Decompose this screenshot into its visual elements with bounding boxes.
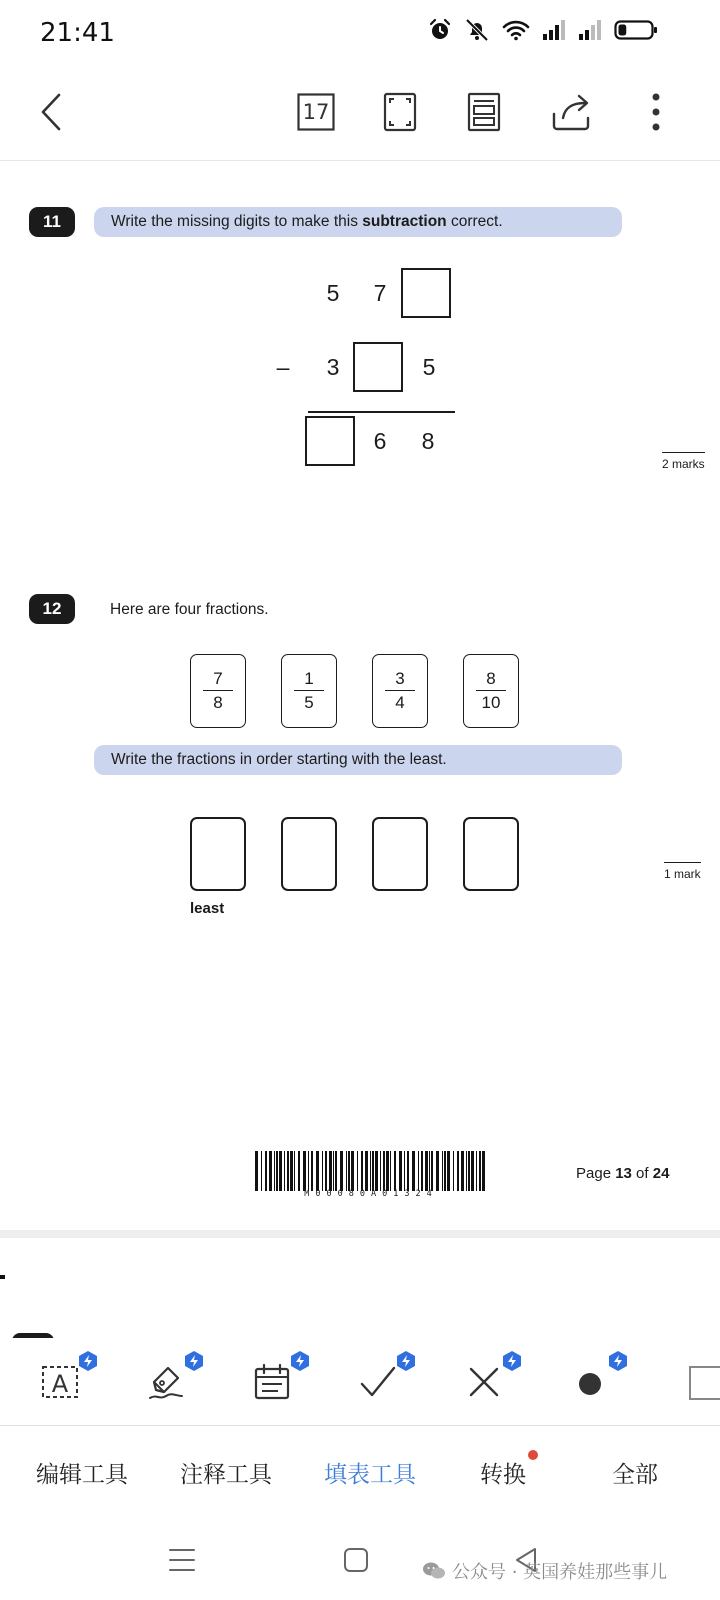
barcode-bar [457, 1151, 459, 1191]
barcode-bar [298, 1151, 300, 1191]
minus-sign: – [276, 354, 290, 380]
home-square-icon [343, 1547, 369, 1573]
cross-mark-tool[interactable] [458, 1356, 510, 1408]
marks-label: 2 marks [662, 452, 705, 471]
barcode [255, 1147, 487, 1195]
signature-pen-icon [146, 1362, 186, 1402]
page-current: 13 [615, 1165, 632, 1182]
barcode-bar [380, 1151, 381, 1191]
barcode-bar [322, 1151, 323, 1191]
recent-apps-button[interactable] [160, 1538, 204, 1582]
question-number-11: 11 [29, 207, 75, 237]
barcode-bar [399, 1151, 402, 1191]
fraction-bar [476, 690, 506, 692]
page-count-button[interactable] [292, 88, 340, 136]
category-tabs [0, 1430, 720, 1510]
document-page[interactable] [0, 162, 720, 1230]
signal-strength-icon-2 [578, 19, 602, 41]
fullscreen-icon [383, 92, 417, 132]
pro-badge-icon [608, 1350, 628, 1372]
barcode-bar [461, 1151, 464, 1191]
share-button[interactable] [548, 88, 596, 136]
barcode-bar [394, 1151, 396, 1191]
barcode-bar [311, 1151, 313, 1191]
barcode-bar [325, 1151, 327, 1191]
barcode-bar [294, 1151, 295, 1191]
barcode-bar [370, 1151, 371, 1191]
page-number [576, 1165, 669, 1182]
barcode-bar [346, 1151, 347, 1191]
barcode-bar [333, 1151, 334, 1191]
fraction-bar [203, 690, 233, 692]
watermark-text: 公众号 · 英国养娃那些事儿 [452, 1562, 668, 1583]
fraction-denominator: 8 [213, 693, 223, 713]
tools-divider [0, 1425, 720, 1426]
barcode-bar [421, 1151, 423, 1191]
barcode-bar [261, 1151, 262, 1191]
fraction-denominator: 5 [304, 693, 314, 713]
next-page-fragment [0, 1275, 5, 1279]
status-icons [428, 18, 658, 42]
barcode-bar [274, 1151, 275, 1191]
tab-all[interactable]: 全部 [612, 1462, 658, 1488]
barcode-bar [279, 1151, 282, 1191]
signal-strength-icon [542, 19, 566, 41]
barcode-bar [276, 1151, 278, 1191]
page-prefix: Page [576, 1165, 616, 1182]
alarm-icon [428, 18, 452, 42]
order-answer-box[interactable] [372, 817, 428, 891]
instruction-bold-text: subtraction [362, 213, 447, 230]
status-bar [0, 0, 720, 62]
dot-tool[interactable] [564, 1356, 616, 1408]
barcode-bar [425, 1151, 428, 1191]
barcode-bar [365, 1151, 368, 1191]
barcode-bar [383, 1151, 385, 1191]
form-tools-row [0, 1338, 720, 1426]
fraction-card [190, 654, 246, 728]
barcode-bar [348, 1151, 350, 1191]
wechat-icon [422, 1561, 446, 1581]
barcode-bar [404, 1151, 405, 1191]
barcode-bar [287, 1151, 289, 1191]
fraction-denominator: 4 [395, 693, 405, 713]
svg-text:A: A [51, 1370, 69, 1398]
cross-mark-icon [464, 1362, 504, 1402]
fraction-bar [294, 690, 324, 692]
mute-bell-icon [464, 18, 490, 42]
check-mark-tool[interactable] [352, 1356, 404, 1408]
page-total: 24 [652, 1165, 670, 1182]
pro-badge-icon [184, 1350, 204, 1372]
barcode-bar [375, 1151, 378, 1191]
tab-annotate-tools[interactable]: 注释工具 [180, 1462, 272, 1488]
page-count-label: 17 [302, 100, 330, 124]
order-answer-box[interactable] [281, 817, 337, 891]
fraction-denominator: 10 [481, 693, 501, 713]
barcode-bar [351, 1151, 354, 1191]
document-layout-icon [467, 92, 501, 132]
text-box-tool[interactable] [34, 1356, 86, 1408]
signature-tool[interactable] [140, 1356, 192, 1408]
home-button[interactable] [334, 1538, 378, 1582]
barcode-bar [255, 1151, 258, 1191]
battery-icon [614, 19, 658, 41]
digit: 5 [326, 280, 340, 306]
barcode-bar [429, 1151, 430, 1191]
barcode-bar [476, 1151, 477, 1191]
tab-convert[interactable]: 转换 [480, 1462, 526, 1488]
system-nav-bar [0, 1520, 720, 1600]
order-answer-box[interactable] [463, 817, 519, 891]
answer-box[interactable] [305, 416, 355, 466]
top-toolbar [0, 76, 720, 148]
instruction-text-end: correct. [446, 213, 503, 230]
digit: 5 [422, 354, 436, 380]
barcode-bar [372, 1151, 374, 1191]
digit: 8 [421, 428, 435, 454]
wifi-icon [502, 19, 530, 41]
instruction-text: Write the missing digits to make this [111, 213, 363, 230]
fraction-numerator: 7 [213, 668, 223, 688]
barcode-bar [303, 1151, 306, 1191]
watermark [422, 1558, 667, 1584]
menu-lines-icon [168, 1547, 196, 1573]
barcode-bar [471, 1151, 474, 1191]
least-label: least [190, 900, 225, 917]
calendar-icon [252, 1362, 292, 1402]
barcode-bar [442, 1151, 443, 1191]
barcode-bar [284, 1151, 285, 1191]
barcode-bar [447, 1151, 450, 1191]
barcode-bar [361, 1151, 363, 1191]
barcode-bar [466, 1151, 467, 1191]
fraction-numerator: 8 [486, 668, 496, 688]
more-tool-partial[interactable] [672, 1356, 720, 1408]
answer-box[interactable] [353, 342, 403, 392]
question-number-12: 12 [29, 594, 75, 624]
reading-mode-button[interactable] [460, 88, 508, 136]
more-vertical-icon [650, 92, 662, 132]
pro-badge-icon [290, 1350, 310, 1372]
dot-icon [570, 1362, 610, 1402]
page-of: of [631, 1165, 653, 1182]
barcode-bar [453, 1151, 454, 1191]
chevron-left-icon [37, 92, 67, 132]
barcode-bar [431, 1151, 433, 1191]
notification-dot [528, 1450, 538, 1460]
barcode-bar [290, 1151, 293, 1191]
tab-fill-form-tools[interactable]: 填表工具 [324, 1462, 416, 1488]
fraction-numerator: 3 [395, 668, 405, 688]
question-12-instruction: Write the fractions in order starting with the least. [94, 745, 622, 775]
barcode-bar [340, 1151, 343, 1191]
page-separator [0, 1230, 720, 1238]
barcode-bar [316, 1151, 319, 1191]
text-box-icon [40, 1362, 80, 1402]
more-options-button[interactable] [632, 88, 680, 136]
order-answer-box[interactable] [190, 817, 246, 891]
barcode-bar [436, 1151, 439, 1191]
barcode-bar [468, 1151, 470, 1191]
digit: 3 [326, 354, 340, 380]
fullscreen-button[interactable] [376, 88, 424, 136]
pro-badge-icon [396, 1350, 416, 1372]
barcode-bar [479, 1151, 481, 1191]
answer-box[interactable] [401, 268, 451, 318]
toolbar-divider [0, 160, 720, 161]
barcode-bar [412, 1151, 415, 1191]
rectangle-icon [672, 1362, 720, 1402]
marks-label: 1 mark [664, 862, 701, 881]
check-mark-icon [358, 1362, 398, 1402]
barcode-bar [329, 1151, 332, 1191]
subtraction-line [308, 411, 455, 413]
date-field-tool[interactable] [246, 1356, 298, 1408]
back-button[interactable] [28, 88, 76, 136]
tab-edit-tools[interactable]: 编辑工具 [36, 1462, 128, 1488]
fraction-card [281, 654, 337, 728]
barcode-bar [357, 1151, 358, 1191]
barcode-bar [308, 1151, 309, 1191]
barcode-bar [386, 1151, 389, 1191]
fraction-card [463, 654, 519, 728]
status-time: 21:41 [40, 18, 115, 48]
barcode-bar [482, 1151, 485, 1191]
fraction-numerator: 1 [304, 668, 314, 688]
fraction-card [372, 654, 428, 728]
digit: 7 [373, 280, 387, 306]
barcode-bar [269, 1151, 272, 1191]
barcode-bar [407, 1151, 409, 1191]
barcode-bar [390, 1151, 391, 1191]
question-12-intro: Here are four fractions. [110, 601, 269, 618]
barcode-bar [444, 1151, 446, 1191]
barcode-bar [418, 1151, 419, 1191]
share-icon [551, 92, 593, 132]
barcode-bar [335, 1151, 337, 1191]
fraction-bar [385, 690, 415, 692]
barcode-text: M00080A01324 [304, 1189, 438, 1199]
question-11-instruction [94, 207, 622, 237]
pro-badge-icon [502, 1350, 522, 1372]
pro-badge-icon [78, 1350, 98, 1372]
barcode-bar [265, 1151, 267, 1191]
digit: 6 [373, 428, 387, 454]
